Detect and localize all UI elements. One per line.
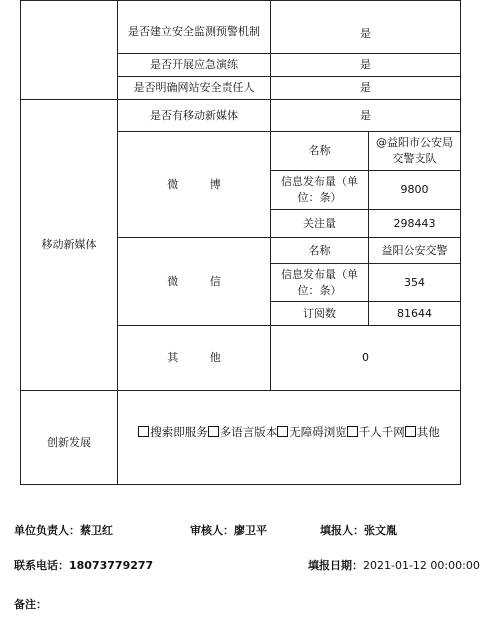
reviewer — [190, 522, 267, 538]
phone-value: 18073779277 — [69, 559, 154, 572]
other-label: 其 他 — [167, 351, 235, 364]
report-date — [308, 557, 480, 573]
wechat-name-label: 名称 — [308, 243, 331, 257]
filler-label: 填报人： — [320, 524, 364, 537]
monitoring-value: 是 — [360, 27, 371, 40]
option-label: 其他 — [416, 425, 440, 439]
note-label: 备注： — [14, 598, 47, 611]
unit-head — [14, 522, 113, 538]
table-line — [460, 0, 461, 485]
reviewer-value: 廖卫平 — [234, 524, 267, 537]
option-label: 搜索即服务 — [150, 425, 208, 439]
wechat-name-value: 益阳公安交警 — [381, 243, 448, 257]
checkbox-option[interactable] — [347, 424, 405, 440]
mobile-section-label: 移动新媒体 — [41, 238, 97, 251]
weibo-follow-value: 298443 — [393, 216, 436, 230]
weibo-label: 微 博 — [167, 177, 235, 191]
phone — [14, 557, 153, 573]
wechat-count-value: 354 — [404, 275, 425, 289]
checkbox-icon[interactable] — [347, 426, 358, 437]
responsible-label: 是否明确网站安全责任人 — [133, 81, 255, 94]
checkbox-option[interactable] — [277, 424, 347, 440]
note — [14, 596, 47, 612]
innovation-options — [118, 391, 460, 473]
unit-head-label: 单位负责人： — [14, 524, 80, 537]
phone-label: 联系电话： — [14, 559, 69, 572]
weibo-follow-label: 关注量 — [303, 216, 336, 230]
date-label: 填报日期： — [308, 559, 363, 572]
weibo-count-value: 9800 — [400, 183, 429, 196]
other-value: 0 — [362, 351, 369, 364]
checkbox-icon[interactable] — [405, 426, 416, 437]
innovation-section-label: 创新发展 — [47, 435, 91, 449]
drill-value: 是 — [360, 58, 371, 71]
weibo-count-label: 信息发布量（单位：条） — [281, 175, 358, 204]
checkbox-option[interactable] — [138, 424, 208, 440]
wechat-label: 微 信 — [167, 274, 235, 288]
checkbox-option[interactable] — [208, 424, 278, 440]
monitoring-label: 是否建立安全监测预警机制 — [128, 25, 260, 38]
has-mobile-label: 是否有移动新媒体 — [150, 108, 238, 122]
filler-value: 张文胤 — [364, 524, 397, 537]
has-mobile-value: 是 — [360, 108, 371, 122]
option-label: 无障碍浏览 — [289, 425, 347, 439]
wechat-count-label: 信息发布量（单位：条） — [281, 267, 358, 297]
table-line — [20, 0, 461, 1]
checkbox-icon[interactable] — [138, 426, 149, 437]
weibo-name-value: @益阳市公安局交警支队 — [376, 136, 453, 165]
responsible-value: 是 — [360, 81, 371, 94]
filler — [320, 522, 397, 538]
option-label: 多语言版本 — [219, 425, 278, 439]
weibo-name-label: 名称 — [308, 144, 331, 157]
drill-label: 是否开展应急演练 — [150, 58, 238, 71]
unit-head-value: 蔡卫红 — [80, 524, 113, 537]
reviewer-label: 审核人： — [190, 524, 234, 537]
option-label: 千人千网 — [358, 425, 405, 439]
checkbox-option[interactable] — [405, 424, 440, 440]
date-value: 2021-01-12 00:00:00 — [363, 559, 480, 572]
table-line — [20, 484, 461, 485]
wechat-sub-label: 订阅数 — [303, 306, 336, 320]
checkbox-icon[interactable] — [277, 426, 288, 437]
wechat-sub-value: 81644 — [397, 306, 432, 320]
checkbox-icon[interactable] — [208, 426, 219, 437]
